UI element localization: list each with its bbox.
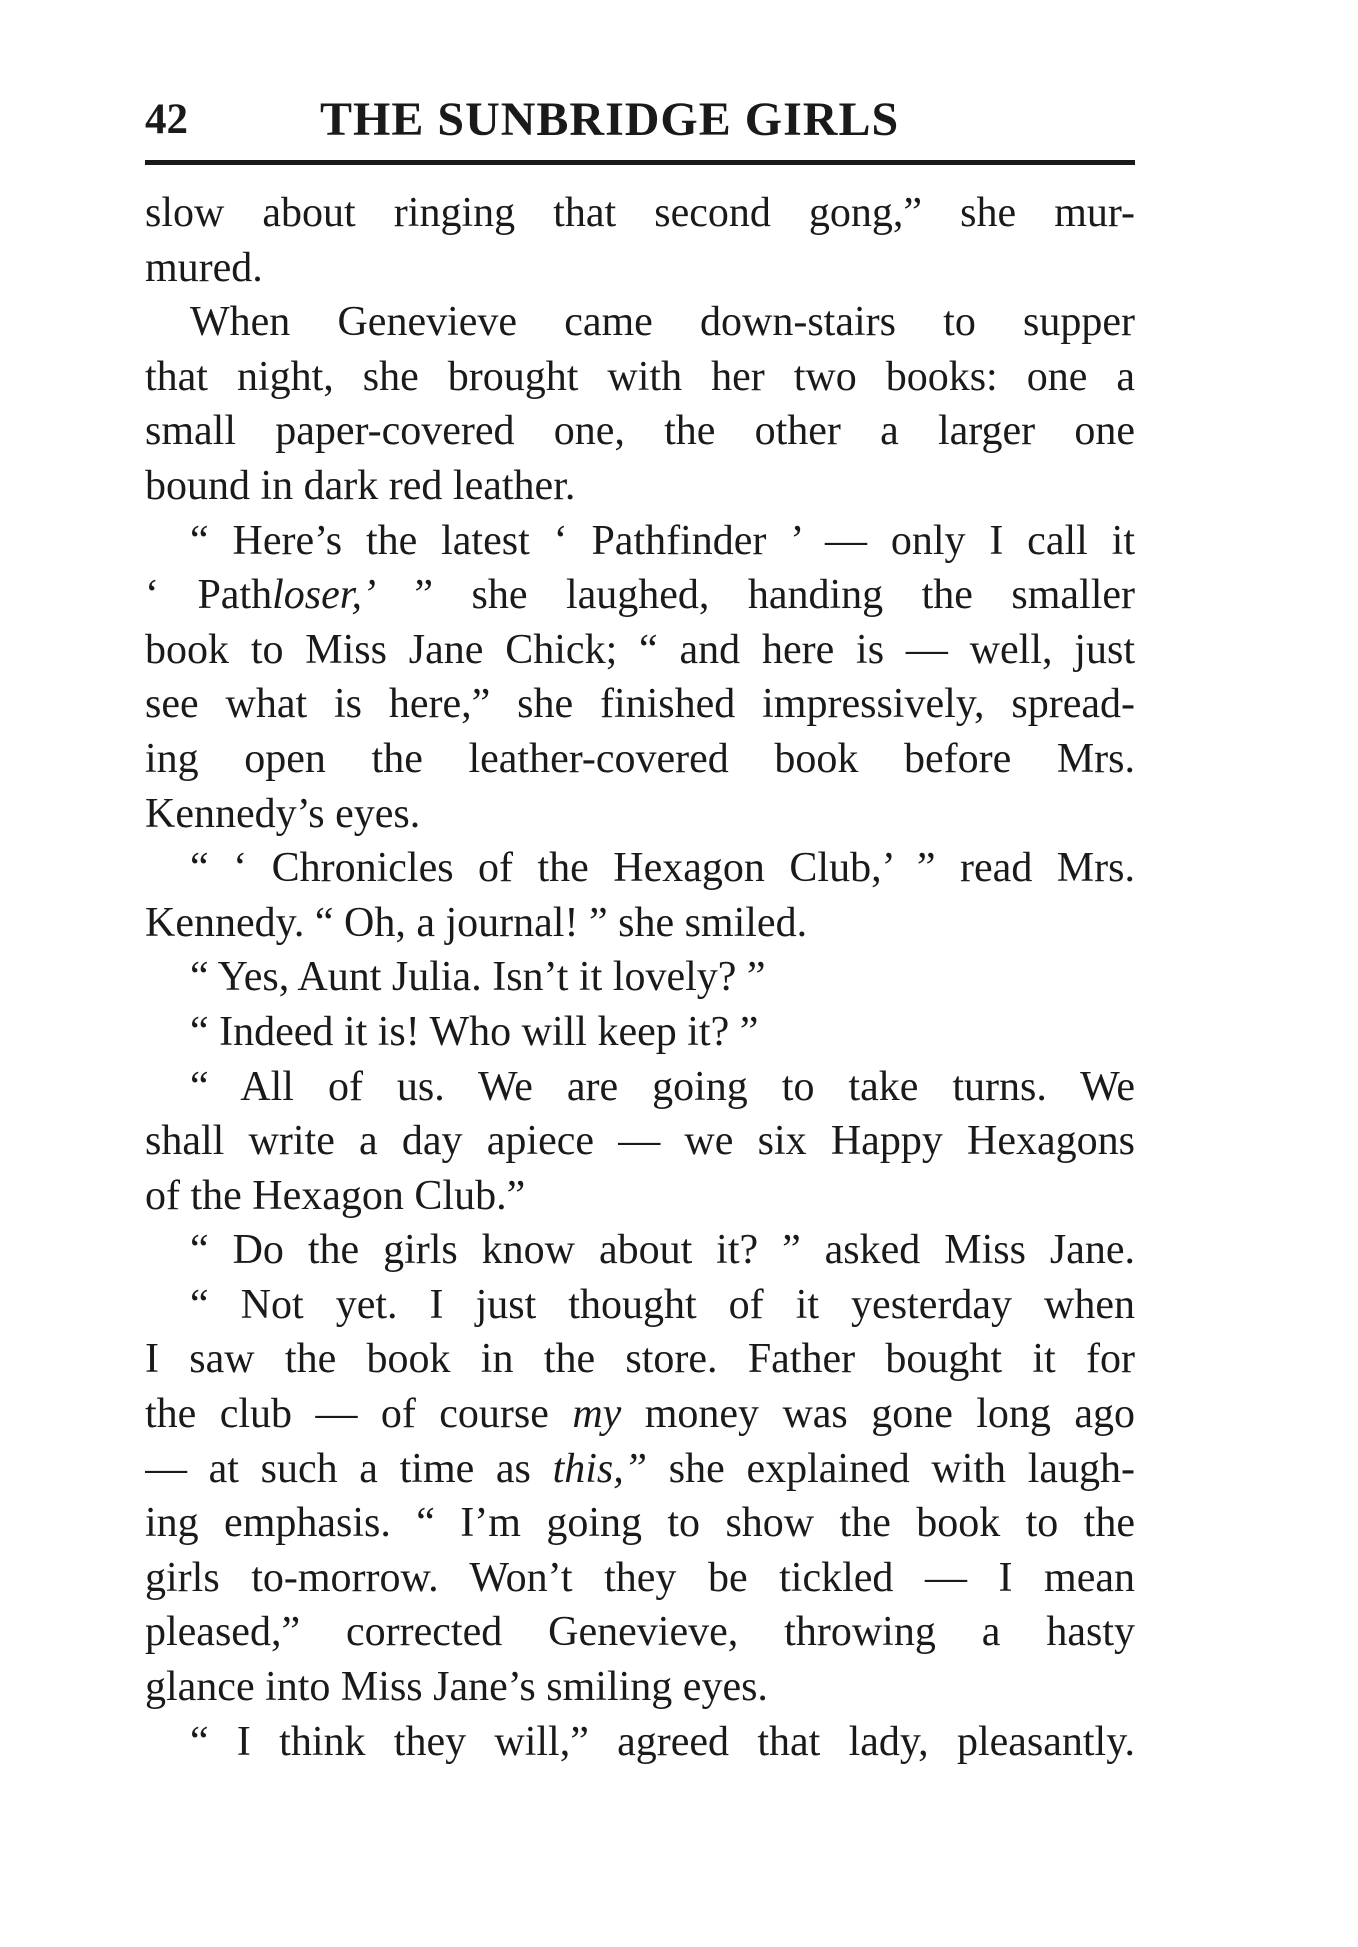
text-run: she explained with laugh- [647, 1445, 1135, 1492]
text-line: Kennedy. “ Oh, a journal! ” she smiled. [145, 899, 808, 946]
text-line: ing open the leather-covered book before Mrs. [145, 735, 1135, 782]
page-number: 42 [145, 96, 188, 143]
text-line [145, 1442, 1135, 1497]
text-run: ” she laughed, handing the smaller [375, 572, 1135, 619]
text-line: that night, she brought with her two books: one a [145, 353, 1135, 400]
text-line: pleased,” corrected Genevieve, throwing a hasty [145, 1609, 1135, 1656]
header-rule [145, 160, 1135, 165]
page-header [145, 92, 1135, 148]
text-line: shall write a day apiece — we six Happy Hexagons [145, 1118, 1135, 1165]
italic-run: loser,’ [272, 572, 376, 619]
text-line: bound in dark red leather. [145, 462, 576, 509]
text-run: — at such a time as [145, 1445, 553, 1492]
text-line: “ Do the girls know about it? ” asked Miss Jane. [190, 1227, 1135, 1274]
text-line: I saw the book in the store. Father bought it for [145, 1336, 1135, 1383]
text-line [145, 1387, 1135, 1442]
text-line: “ I think they will,” agreed that lady, pleasantly. [190, 1718, 1135, 1765]
text-run: money was gone long ago [621, 1391, 1135, 1438]
text-line: of the Hexagon Club.” [145, 1172, 526, 1219]
body-text [145, 186, 1135, 1769]
text-line: small paper-covered one, the other a larger one [145, 408, 1135, 455]
text-line: slow about ringing that second gong,” she mur- [145, 190, 1135, 236]
italic-run: this,” [552, 1445, 648, 1492]
text-run: ‘ Path [145, 572, 273, 619]
text-line: ing emphasis. “ I’m going to show the book to the [145, 1500, 1135, 1547]
text-line: see what is here,” she finished impressively, spread- [145, 681, 1135, 728]
text-line: “ All of us. We are going to take turns. We [190, 1063, 1135, 1110]
text-line: book to Miss Jane Chick; “ and here is — well, just [145, 626, 1135, 673]
text-line: “ Not yet. I just thought of it yesterday when [190, 1281, 1135, 1328]
text-line: When Genevieve came down-stairs to supper [190, 299, 1135, 346]
running-title: THE SUNBRIDGE GIRLS [320, 93, 900, 146]
italic-run: my [572, 1391, 622, 1438]
text-line: Kennedy’s eyes. [145, 790, 421, 837]
text-line: “ Here’s the latest ‘ Pathfinder ’ — only I call it [190, 517, 1135, 564]
text-line: girls to-morrow. Won’t they be tickled — I mean [145, 1554, 1135, 1601]
text-line: “ ‘ Chronicles of the Hexagon Club,’ ” read Mrs. [190, 845, 1135, 892]
text-line [145, 568, 1135, 623]
text-run: the club — of course [145, 1391, 573, 1438]
text-line: “ Indeed it is! Who will keep it? ” [190, 1008, 759, 1055]
text-line: glance into Miss Jane’s smiling eyes. [145, 1664, 768, 1711]
text-line: mured. [145, 244, 263, 291]
text-line: “ Yes, Aunt Julia. Isn’t it lovely? ” [190, 954, 766, 1001]
